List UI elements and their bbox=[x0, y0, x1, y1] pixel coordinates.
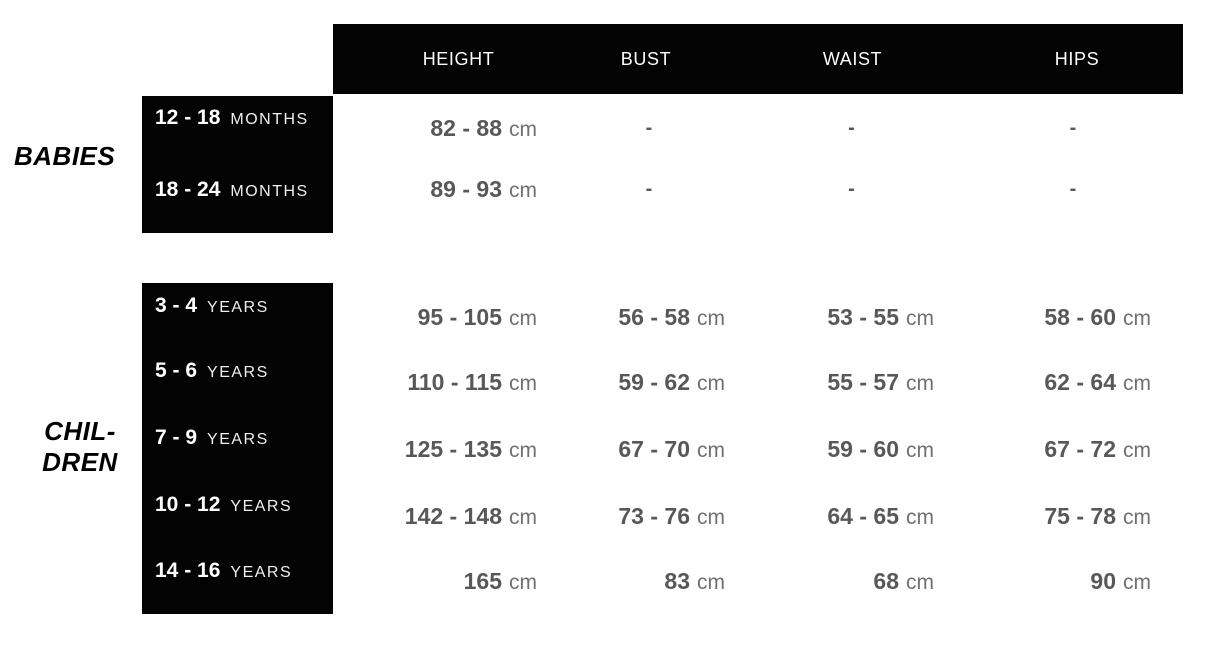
bust-value: 67 - 70 bbox=[618, 435, 690, 462]
hips-value: - bbox=[1069, 177, 1077, 200]
waist-value: - bbox=[848, 116, 855, 139]
height-value: 82 - 88 bbox=[430, 114, 502, 141]
height-value: 125 - 135 bbox=[404, 435, 502, 462]
hips-value: 75 - 78 bbox=[1044, 502, 1116, 529]
bust-value: - bbox=[645, 177, 653, 200]
unit-label: cm bbox=[906, 505, 934, 529]
waist-cell bbox=[758, 304, 963, 331]
bust-cell bbox=[558, 503, 758, 530]
hips-cell bbox=[963, 117, 1183, 140]
bust-cell bbox=[558, 568, 758, 595]
values-row-12-18-months bbox=[333, 113, 1183, 143]
age-range: 10 - 12 bbox=[155, 493, 221, 516]
unit-label: cm bbox=[697, 371, 725, 395]
hips-value: 58 - 60 bbox=[1044, 303, 1116, 330]
column-header-height: HEIGHT bbox=[422, 48, 495, 69]
waist-value: - bbox=[848, 177, 855, 200]
unit-label: cm bbox=[1123, 438, 1151, 462]
unit-label: cm bbox=[906, 371, 934, 395]
height-value: 89 - 93 bbox=[430, 175, 502, 202]
age-unit: MONTHS bbox=[230, 111, 309, 128]
waist-cell bbox=[758, 117, 963, 140]
height-cell bbox=[333, 115, 558, 142]
height-cell bbox=[333, 503, 558, 530]
age-unit: YEARS bbox=[230, 564, 293, 581]
hips-value: - bbox=[1069, 116, 1077, 139]
unit-label: cm bbox=[509, 570, 537, 594]
age-label-12-18-months bbox=[155, 103, 309, 133]
height-value: 110 - 115 bbox=[407, 368, 502, 395]
unit-label: cm bbox=[697, 505, 725, 529]
height-cell bbox=[333, 436, 558, 463]
age-label-10-12-years bbox=[155, 490, 292, 520]
bust-value: 83 bbox=[664, 567, 690, 594]
height-value: 142 - 148 bbox=[404, 502, 502, 529]
section-caption-babies: BABIES bbox=[14, 141, 116, 171]
unit-label: cm bbox=[697, 570, 725, 594]
unit-label: cm bbox=[509, 505, 537, 529]
waist-cell bbox=[758, 436, 963, 463]
hips-cell bbox=[963, 178, 1183, 201]
hips-value: 67 - 72 bbox=[1044, 435, 1116, 462]
bust-cell bbox=[558, 178, 758, 201]
values-row-5-6-years bbox=[333, 367, 1183, 397]
height-cell bbox=[333, 369, 558, 396]
age-range: 14 - 16 bbox=[155, 559, 221, 582]
hips-cell bbox=[963, 436, 1183, 463]
values-row-7-9-years bbox=[333, 434, 1183, 464]
bust-cell bbox=[558, 369, 758, 396]
values-row-3-4-years bbox=[333, 302, 1183, 332]
bust-value: 56 - 58 bbox=[618, 303, 690, 330]
age-range: 12 - 18 bbox=[155, 106, 221, 129]
waist-cell bbox=[758, 568, 963, 595]
bust-cell bbox=[558, 117, 758, 140]
waist-value: 55 - 57 bbox=[827, 368, 899, 395]
age-label-7-9-years bbox=[155, 423, 269, 453]
unit-label: cm bbox=[697, 306, 725, 330]
hips-value: 62 - 64 bbox=[1044, 368, 1116, 395]
unit-label: cm bbox=[906, 570, 934, 594]
age-unit: YEARS bbox=[230, 498, 293, 515]
age-label-18-24-months bbox=[155, 175, 309, 205]
unit-label: cm bbox=[509, 371, 537, 395]
hips-cell bbox=[963, 369, 1183, 396]
age-range: 7 - 9 bbox=[155, 426, 198, 449]
section-caption-children-line2: DREN bbox=[42, 447, 118, 477]
age-label-3-4-years bbox=[155, 291, 269, 321]
waist-value: 53 - 55 bbox=[827, 303, 899, 330]
height-value: 165 bbox=[463, 567, 502, 594]
age-range: 18 - 24 bbox=[155, 178, 221, 201]
bust-value: 59 - 62 bbox=[618, 368, 690, 395]
unit-label: cm bbox=[906, 438, 934, 462]
waist-value: 64 - 65 bbox=[827, 502, 899, 529]
age-unit: YEARS bbox=[207, 299, 269, 316]
age-label-5-6-years bbox=[155, 356, 269, 386]
column-header-bar bbox=[333, 24, 1183, 94]
age-unit: MONTHS bbox=[230, 183, 309, 200]
age-unit: YEARS bbox=[207, 431, 269, 448]
age-unit: YEARS bbox=[207, 364, 269, 381]
values-row-14-16-years bbox=[333, 566, 1183, 596]
waist-value: 59 - 60 bbox=[827, 435, 899, 462]
height-cell bbox=[333, 304, 558, 331]
waist-cell bbox=[758, 178, 963, 201]
section-caption-children-line1: CHIL- bbox=[44, 416, 116, 446]
bust-cell bbox=[558, 304, 758, 331]
section-caption-children bbox=[22, 416, 138, 478]
unit-label: cm bbox=[1123, 306, 1151, 330]
unit-label: cm bbox=[509, 178, 537, 202]
values-row-10-12-years bbox=[333, 501, 1183, 531]
column-header-bust: BUST bbox=[620, 48, 672, 69]
waist-value: 68 bbox=[873, 567, 899, 594]
unit-label: cm bbox=[697, 438, 725, 462]
hips-cell bbox=[963, 503, 1183, 530]
bust-value: 73 - 76 bbox=[618, 502, 690, 529]
height-value: 95 - 105 bbox=[417, 303, 502, 330]
unit-label: cm bbox=[1123, 505, 1151, 529]
hips-cell bbox=[963, 568, 1183, 595]
height-cell bbox=[333, 176, 558, 203]
unit-label: cm bbox=[1123, 371, 1151, 395]
waist-cell bbox=[758, 503, 963, 530]
values-row-18-24-months bbox=[333, 174, 1183, 204]
waist-cell bbox=[758, 369, 963, 396]
column-header-waist: WAIST bbox=[822, 48, 883, 69]
hips-cell bbox=[963, 304, 1183, 331]
bust-cell bbox=[558, 436, 758, 463]
bust-value: - bbox=[645, 116, 653, 139]
hips-value: 90 bbox=[1090, 567, 1116, 594]
unit-label: cm bbox=[509, 438, 537, 462]
age-range: 3 - 4 bbox=[155, 294, 198, 317]
column-header-hips: HIPS bbox=[1054, 48, 1100, 69]
age-range: 5 - 6 bbox=[155, 359, 198, 382]
unit-label: cm bbox=[509, 117, 537, 141]
unit-label: cm bbox=[509, 306, 537, 330]
unit-label: cm bbox=[906, 306, 934, 330]
height-cell bbox=[333, 568, 558, 595]
unit-label: cm bbox=[1123, 570, 1151, 594]
age-label-14-16-years bbox=[155, 556, 292, 586]
